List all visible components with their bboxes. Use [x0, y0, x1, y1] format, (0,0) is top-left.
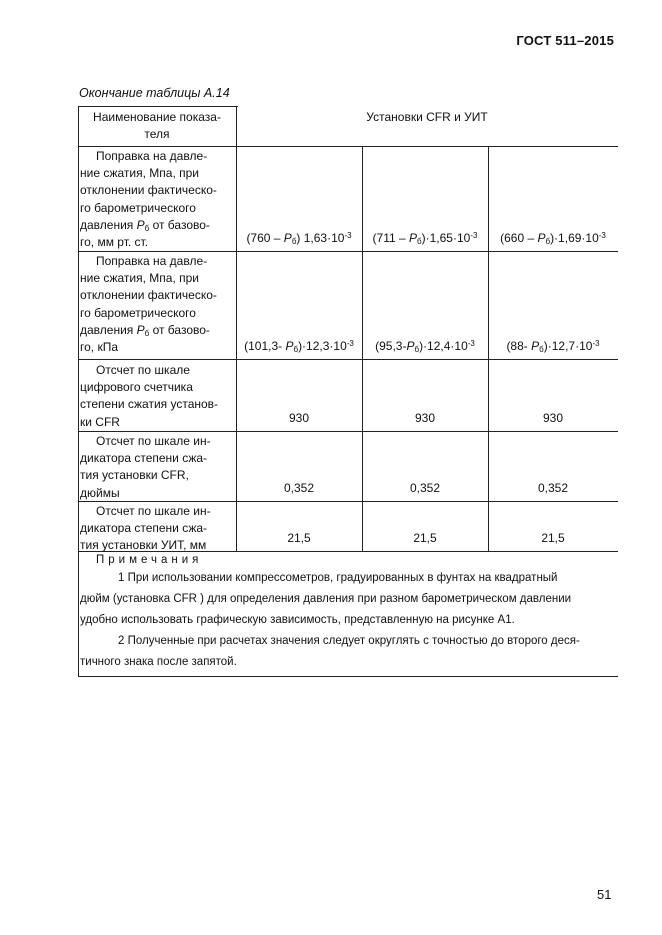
row-name-line: го барометрического	[80, 305, 196, 320]
row-name	[78, 503, 235, 555]
note-line: 1 При использовании компрессометров, градуированных в фунтах на квадратный	[118, 572, 558, 584]
row-name-line: дикатора степени сжа-	[80, 521, 208, 536]
column-header-name-line: теля	[144, 127, 170, 142]
row-name	[78, 148, 235, 251]
table-notes	[80, 553, 616, 673]
row-value-cell: 21,5	[541, 530, 565, 545]
data-table	[78, 106, 618, 676]
row-value-cell: $(95,3-P_б)\cdot 12,4\cdot 10^{-3}$	[375, 338, 475, 354]
row-value-cell: 0,352	[537, 480, 569, 495]
row-value-cell: 930	[414, 410, 436, 425]
row-name-line: го барометрического	[80, 200, 196, 215]
document-standard-number: ГОСТ 511–2015	[516, 33, 614, 48]
table-row	[78, 503, 618, 553]
row-name-line: ние сжатия, Мпа, при	[80, 271, 199, 286]
row-name	[78, 253, 235, 356]
table-row	[78, 433, 618, 499]
table-row	[78, 148, 618, 249]
row-value-cell: 930	[288, 410, 310, 425]
row-value-cell: 0,352	[409, 480, 441, 495]
table-bottom-border	[78, 676, 618, 677]
row-name-line: тия установки УИТ, мм	[80, 538, 207, 553]
note-2	[80, 631, 616, 673]
note-line: удобно использовать графическую зависимость, представленную на рисунке А1.	[80, 614, 515, 626]
row-name-line: Поправка на давле-	[96, 254, 208, 268]
row-name-line: отклонении фактическо-	[80, 183, 217, 198]
row-value-cell: $(760 - P_б)$ $1,63\cdot 10^{-3}$	[246, 230, 352, 246]
row-value-cell: $(711 - P_б)\cdot 1,65\cdot 10^{-3}$	[372, 230, 478, 246]
note-1	[80, 568, 616, 631]
row-name-line: отклонении фактическо-	[80, 288, 217, 303]
row-name-line: Отсчет по шкале	[96, 363, 190, 377]
row-value-cell: (88- $P_б)\cdot 12,7\cdot 10^{-3}$	[506, 338, 600, 354]
table-head-separator	[78, 146, 618, 147]
note-line: 2 Полученные при расчетах значения следует округлять с точностью до второго деся-	[118, 635, 580, 647]
table-row-separator-3	[78, 431, 618, 432]
table-top-border	[78, 106, 238, 107]
table-row	[78, 253, 618, 357]
row-name-line: ние сжатия, Мпа, при	[80, 166, 199, 181]
row-value-cell: 21,5	[413, 530, 437, 545]
row-name-line: тия установки CFR,	[80, 468, 189, 483]
row-name-line: Отсчет по шкале ин-	[96, 504, 211, 518]
page-number: 51	[597, 887, 612, 902]
table-caption: Окончание таблицы А.14	[79, 86, 230, 100]
row-name-line: Поправка на давле-	[96, 149, 208, 163]
row-name-line: цифрового счетчика	[80, 380, 193, 395]
row-name-line: го, мм рт. ст.	[80, 235, 149, 250]
row-value-cell: $(660 - P_б)\cdot 1,69\cdot 10^{-3}$	[500, 230, 606, 246]
column-header-installations: Установки CFR и УИТ	[366, 110, 488, 124]
row-name-line: дюймы	[80, 485, 120, 500]
row-name-line: давления $P_б$ от базово-	[80, 322, 210, 338]
row-name-line: степени сжатия установ-	[80, 397, 219, 412]
note-line: дюйм (установка CFR ) для определения давления при разном барометрическом давлении	[80, 593, 572, 605]
table-row-separator-2	[78, 359, 618, 360]
row-name	[78, 433, 235, 502]
table-row	[78, 362, 618, 429]
row-name-line: дикатора степени сжа-	[80, 451, 208, 466]
row-name	[78, 362, 235, 431]
row-name-line: Отсчет по шкале ин-	[96, 434, 211, 448]
notes-title: Примечания	[96, 554, 203, 566]
row-name-line: давления $P_б$ от базово-	[80, 217, 210, 233]
row-name-line: го, кПа	[80, 340, 119, 355]
row-value-cell: 21,5	[287, 530, 311, 545]
column-header-name-line: Наименование показа-	[93, 110, 221, 124]
row-value-cell: 930	[542, 410, 564, 425]
row-value-cell: 0,352	[283, 480, 315, 495]
row-name-line: ки CFR	[80, 414, 120, 429]
row-value-cell: (101,3- $P_б)\cdot 12,3\cdot 10^{-3}$	[244, 338, 354, 354]
note-line: тичного знака после запятой.	[80, 656, 237, 668]
column-header-name	[78, 109, 236, 143]
